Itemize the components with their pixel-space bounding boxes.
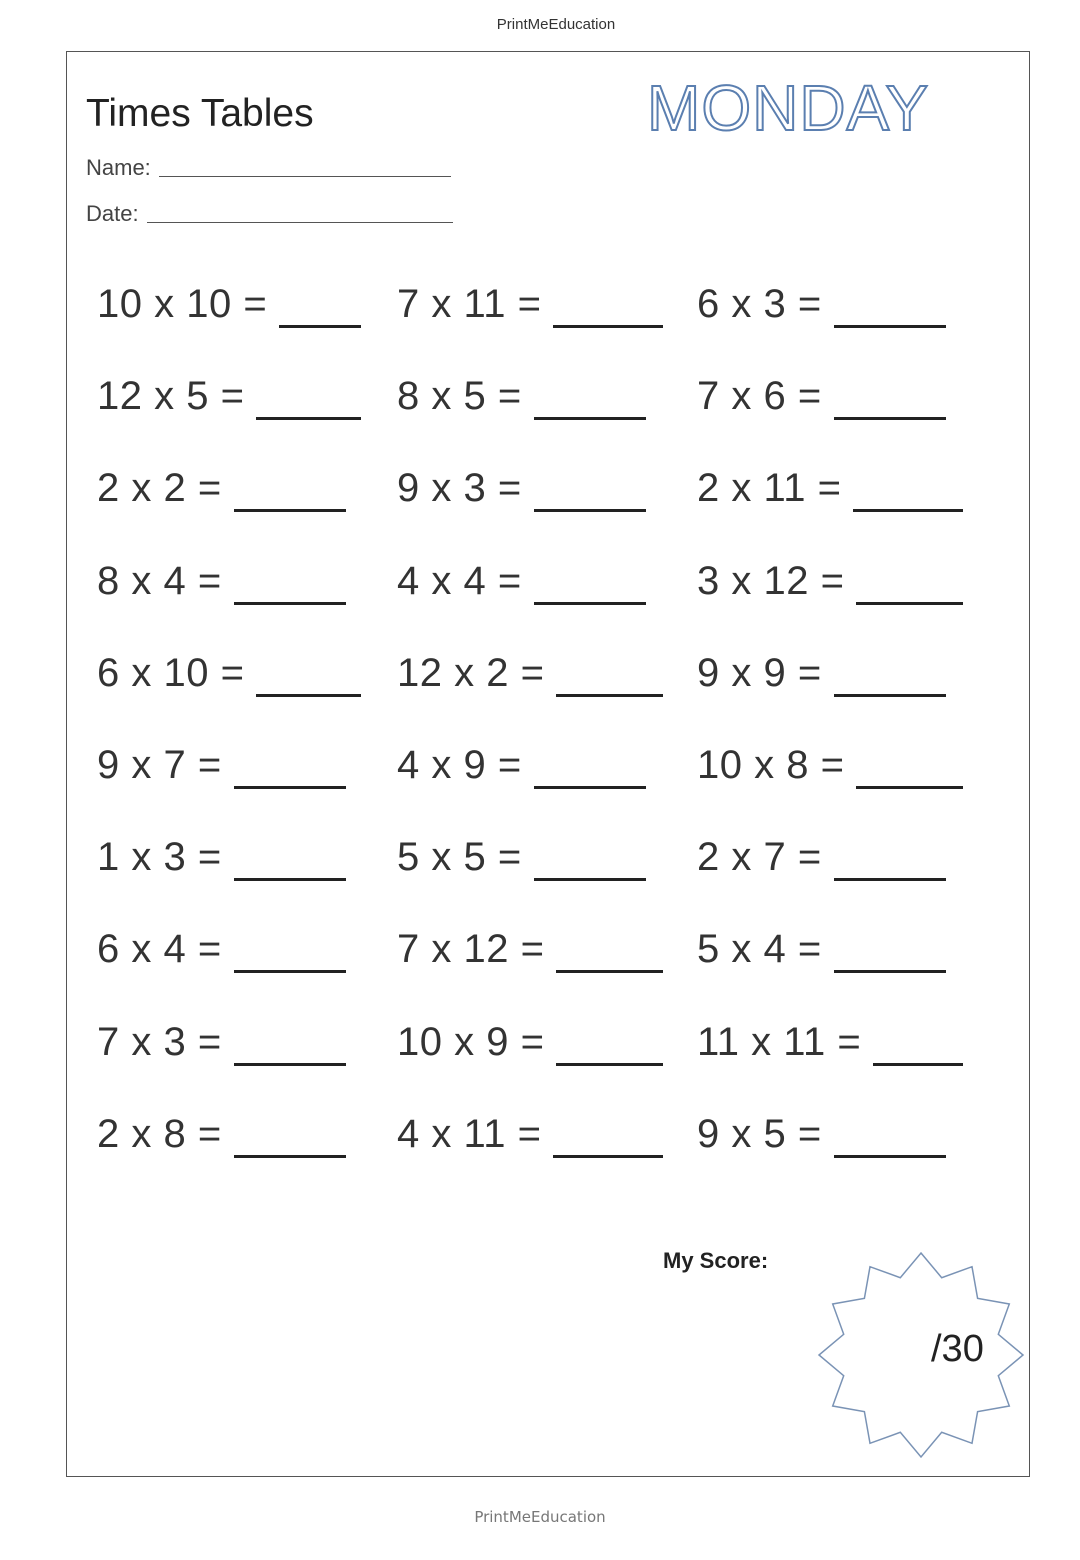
answer-blank[interactable] (553, 325, 663, 328)
problem-text: 7 x 6 = (697, 374, 822, 419)
problem-text: 2 x 2 = (97, 466, 222, 511)
answer-blank[interactable] (834, 325, 946, 328)
answer-blank[interactable] (234, 970, 346, 973)
answer-blank[interactable] (534, 417, 646, 420)
brand-footer: PrintMeEducation (474, 1508, 606, 1526)
problem-text: 4 x 11 = (397, 1111, 542, 1156)
name-label: Name: (86, 155, 151, 180)
answer-blank[interactable] (234, 602, 346, 605)
answer-blank[interactable] (534, 602, 646, 605)
date-line[interactable] (147, 222, 453, 223)
score-badge-icon (815, 1250, 1027, 1460)
problem-text: 6 x 10 = (97, 650, 245, 695)
problem-text: 10 x 8 = (697, 743, 845, 787)
answer-blank[interactable] (853, 509, 963, 512)
problem-text: 2 x 11 = (697, 466, 842, 511)
problem-text: 6 x 4 = (97, 927, 222, 972)
answer-blank[interactable] (234, 786, 346, 789)
problem-text: 2 x 7 = (697, 835, 822, 880)
problem-text: 4 x 9 = (397, 743, 522, 787)
answer-blank[interactable] (873, 1063, 963, 1066)
problem-text: 9 x 3 = (397, 466, 522, 511)
problem-text: 12 x 5 = (97, 374, 245, 419)
answer-blank[interactable] (834, 1155, 946, 1158)
date-field[interactable] (86, 201, 453, 227)
answer-blank[interactable] (279, 325, 361, 328)
problem-text: 5 x 4 = (697, 927, 822, 972)
answer-blank[interactable] (856, 602, 963, 605)
problem-text: 7 x 11 = (397, 282, 542, 326)
answer-blank[interactable] (534, 509, 646, 512)
answer-blank[interactable] (834, 694, 946, 697)
answer-blank[interactable] (556, 1063, 663, 1066)
name-line[interactable] (159, 176, 451, 177)
problem-text: 3 x 12 = (697, 558, 845, 603)
answer-blank[interactable] (234, 509, 346, 512)
problem-text: 9 x 7 = (97, 743, 222, 787)
score-label: My Score: (663, 1248, 769, 1273)
problem-text: 11 x 11 = (697, 1019, 862, 1064)
score-total: /30 (931, 1328, 984, 1370)
problem-text: 10 x 9 = (397, 1019, 545, 1064)
worksheet-title: Times Tables (86, 92, 314, 135)
answer-blank[interactable] (834, 970, 946, 973)
problem-text: 12 x 2 = (397, 650, 545, 695)
problem-text: 7 x 3 = (97, 1019, 222, 1064)
problem-text: 7 x 12 = (397, 927, 545, 972)
answer-blank[interactable] (234, 878, 346, 881)
answer-blank[interactable] (556, 694, 663, 697)
problem-text: 5 x 5 = (397, 835, 522, 880)
problem-text: 6 x 3 = (697, 282, 822, 326)
answer-blank[interactable] (553, 1155, 663, 1158)
problem-text: 8 x 5 = (397, 374, 522, 419)
name-field[interactable] (86, 155, 451, 181)
answer-blank[interactable] (834, 878, 946, 881)
problem-text: 8 x 4 = (97, 558, 222, 603)
answer-blank[interactable] (534, 786, 646, 789)
worksheet (66, 51, 1030, 1477)
answer-blank[interactable] (256, 694, 361, 697)
brand-header: PrintMeEducation (496, 16, 616, 33)
day-heading (645, 66, 975, 146)
answer-blank[interactable] (834, 417, 946, 420)
answer-blank[interactable] (256, 417, 361, 420)
answer-blank[interactable] (234, 1155, 346, 1158)
problem-text: 10 x 10 = (97, 282, 268, 326)
answer-blank[interactable] (534, 878, 646, 881)
problem-text: 1 x 3 = (97, 835, 222, 880)
answer-blank[interactable] (556, 970, 663, 973)
day-label: MONDAY (647, 72, 930, 144)
answer-blank[interactable] (234, 1063, 346, 1066)
problem-text: 4 x 4 = (397, 558, 522, 603)
date-label: Date: (86, 201, 139, 226)
answer-blank[interactable] (856, 786, 963, 789)
problem-text: 9 x 5 = (697, 1111, 822, 1156)
problem-text: 2 x 8 = (97, 1111, 222, 1156)
problem-text: 9 x 9 = (697, 650, 822, 695)
